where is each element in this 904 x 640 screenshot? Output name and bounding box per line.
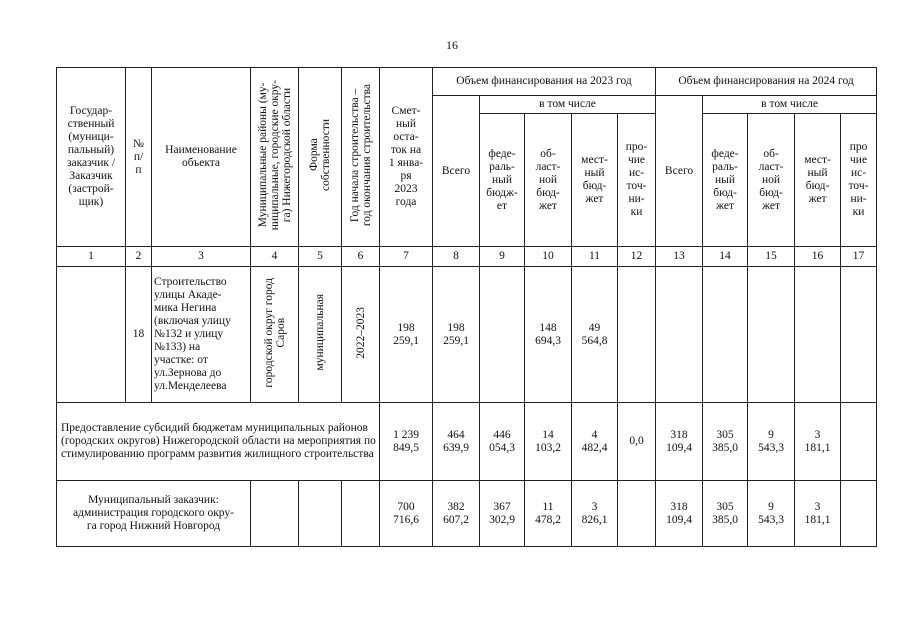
municipal-years xyxy=(342,481,380,547)
financing-table xyxy=(56,67,877,547)
header-federal-2023: феде- раль- ный бюдж- ет xyxy=(480,114,525,247)
municipal-ownership xyxy=(299,481,342,547)
municipal-other-2024 xyxy=(841,481,877,547)
municipal-total-2024: 318 109,4 xyxy=(656,481,703,547)
column-number: 14 xyxy=(703,247,748,267)
municipal-regional-2023: 11 478,2 xyxy=(525,481,572,547)
header-regional-2023: об- ласт- ной бюд- жет xyxy=(525,114,572,247)
municipal-local-2023: 3 826,1 xyxy=(572,481,618,547)
header-object-name: Наименование объекта xyxy=(152,68,251,247)
subsidy-local-2023: 4 482,4 xyxy=(572,403,618,481)
subsidy-total-2023: 464 639,9 xyxy=(433,403,480,481)
subsidy-total-2024: 318 109,4 xyxy=(656,403,703,481)
header-other-2024: про чие ис- точ- ни- ки xyxy=(841,114,877,247)
subsidy-label: Предоставление субсидий бюджетам муниципальных районов (городских округов) Нижегородской области на мероприятия по стимулированию программ развития жилищного строительства xyxy=(57,403,380,481)
column-number: 16 xyxy=(795,247,841,267)
header-fin-2024: Объем финансирования на 2024 год xyxy=(656,68,877,96)
header-total-2023: Всего xyxy=(433,96,480,247)
header-other-2023: про- чие ис- точ- ни- ки xyxy=(618,114,656,247)
object-customer xyxy=(57,267,126,403)
header-fin-2023: Объем финансирования на 2023 год xyxy=(433,68,656,96)
object-federal-2024 xyxy=(703,267,748,403)
subsidy-local-2024: 3 181,1 xyxy=(795,403,841,481)
header-ownership-cell xyxy=(299,68,342,247)
object-regional-2024 xyxy=(748,267,795,403)
municipal-regional-2024: 9 543,3 xyxy=(748,481,795,547)
column-number: 5 xyxy=(299,247,342,267)
subsidy-row xyxy=(57,403,877,481)
object-total-2023: 198 259,1 xyxy=(433,267,480,403)
header-ownership: Форма собственности xyxy=(308,119,332,191)
object-row xyxy=(57,267,877,403)
object-name: Строительство улицы Акаде- мика Негина (включая улицу №132 и улицу №133) на участке: от ул.Зернова до ул.Менделеева xyxy=(152,267,251,403)
header-local-2024: мест- ный бюд- жет xyxy=(795,114,841,247)
municipal-local-2024: 3 181,1 xyxy=(795,481,841,547)
object-other-2024 xyxy=(841,267,877,403)
column-number: 8 xyxy=(433,247,480,267)
object-num: 18 xyxy=(126,267,152,403)
page-number: 16 xyxy=(446,38,458,52)
header-districts: Муниципальные районы (му- ниципальные, городские окру- га) Нижегородской области xyxy=(256,79,293,231)
object-ownership: муниципальная xyxy=(314,294,326,371)
object-ownership-cell xyxy=(299,267,342,403)
column-number: 15 xyxy=(748,247,795,267)
object-district-cell xyxy=(251,267,299,403)
object-federal-2023 xyxy=(480,267,525,403)
object-regional-2023: 148 694,3 xyxy=(525,267,572,403)
column-number: 12 xyxy=(618,247,656,267)
column-number: 11 xyxy=(572,247,618,267)
object-years-cell xyxy=(342,267,380,403)
column-number: 6 xyxy=(342,247,380,267)
header-years-cell xyxy=(342,68,380,247)
object-local-2023: 49 564,8 xyxy=(572,267,618,403)
header-including-2023: в том числе xyxy=(480,96,656,114)
column-number: 3 xyxy=(152,247,251,267)
object-years: 2022–2023 xyxy=(354,306,367,359)
subsidy-federal-2023: 446 054,3 xyxy=(480,403,525,481)
header-local-2023: мест- ный бюд- жет xyxy=(572,114,618,247)
header-total-2024: Всего xyxy=(656,96,703,247)
object-district: городской округ город Саров xyxy=(262,277,287,388)
header-regional-2024: об- ласт- ной бюд- жет xyxy=(748,114,795,247)
subsidy-other-2024 xyxy=(841,403,877,481)
municipal-federal-2023: 367 302,9 xyxy=(480,481,525,547)
object-local-2024 xyxy=(795,267,841,403)
object-remaining: 198 259,1 xyxy=(380,267,433,403)
subsidy-other-2023: 0,0 xyxy=(618,403,656,481)
municipal-remaining: 700 716,6 xyxy=(380,481,433,547)
header-including-2024: в том числе xyxy=(703,96,877,114)
column-number: 13 xyxy=(656,247,703,267)
header-num: № п/ п xyxy=(126,68,152,247)
column-number: 4 xyxy=(251,247,299,267)
header-customer: Государ- ственный (муници- пальный) заказчик / Заказчик (застрой- щик) xyxy=(57,68,126,247)
column-numbers-row xyxy=(57,247,877,267)
subsidy-regional-2023: 14 103,2 xyxy=(525,403,572,481)
object-total-2024 xyxy=(656,267,703,403)
column-number: 7 xyxy=(380,247,433,267)
municipal-row xyxy=(57,481,877,547)
column-number: 1 xyxy=(57,247,126,267)
municipal-other-2023 xyxy=(618,481,656,547)
object-other-2023 xyxy=(618,267,656,403)
municipal-federal-2024: 305 385,0 xyxy=(703,481,748,547)
header-row-1 xyxy=(57,68,877,96)
municipal-total-2023: 382 607,2 xyxy=(433,481,480,547)
subsidy-federal-2024: 305 385,0 xyxy=(703,403,748,481)
header-districts-cell xyxy=(251,68,299,247)
municipal-district xyxy=(251,481,299,547)
subsidy-regional-2024: 9 543,3 xyxy=(748,403,795,481)
column-number: 2 xyxy=(126,247,152,267)
column-number: 17 xyxy=(841,247,877,267)
header-years: Год начала строительства – год окончания строительства xyxy=(348,83,373,227)
municipal-label: Муниципальный заказчик: администрация городского окру- га город Нижний Новгород xyxy=(57,481,251,547)
subsidy-remaining: 1 239 849,5 xyxy=(380,403,433,481)
column-number: 9 xyxy=(480,247,525,267)
column-number: 10 xyxy=(525,247,572,267)
header-remaining: Смет- ный оста- ток на 1 янва- ря 2023 года xyxy=(380,68,433,247)
header-federal-2024: феде- раль- ный бюд- жет xyxy=(703,114,748,247)
